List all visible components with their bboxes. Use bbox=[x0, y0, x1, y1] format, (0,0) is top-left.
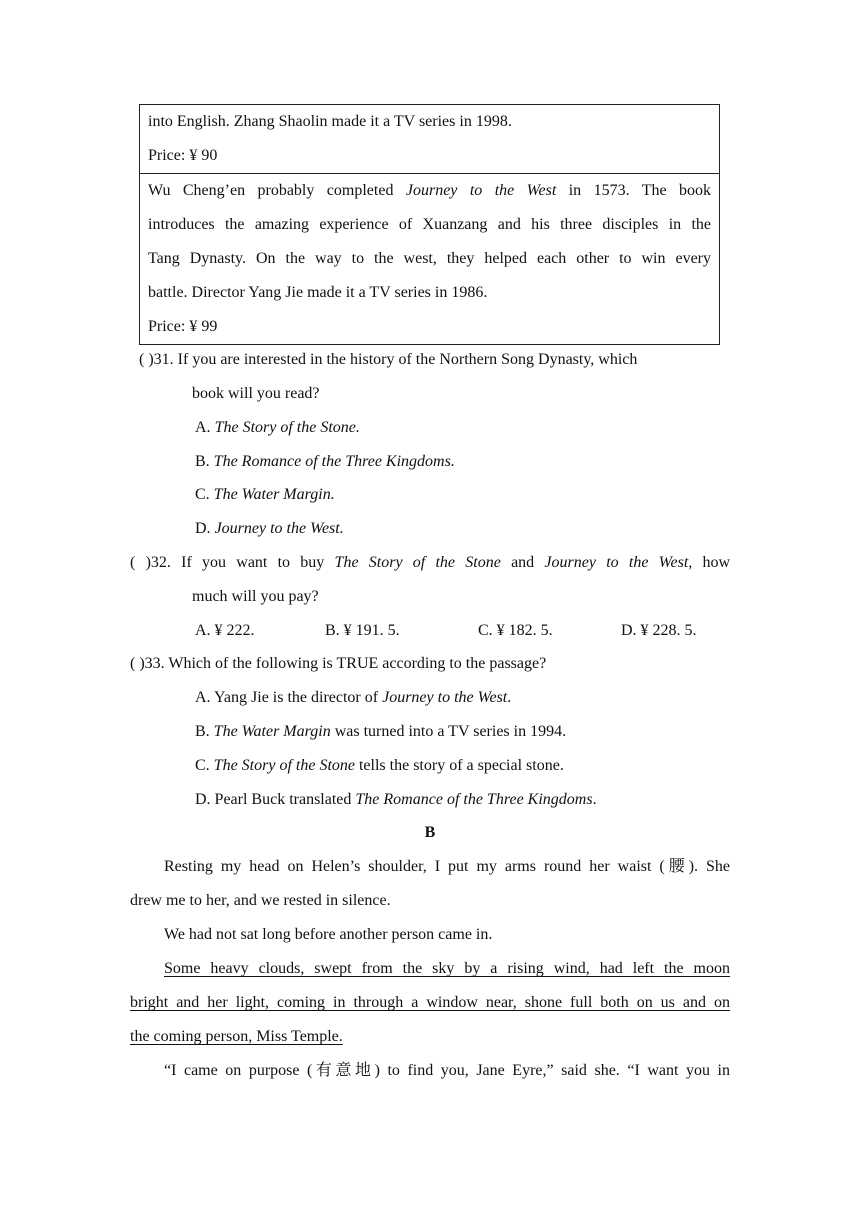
passage-line: “I came on purpose (有意地) to find you, Jane Eyre,” said she. “I want you in bbox=[164, 1062, 730, 1079]
underlined-sentence: the coming person, Miss Temple. bbox=[130, 1028, 343, 1045]
passage-line: drew me to her, and we rested in silence. bbox=[130, 892, 391, 909]
book-price: Price: ¥ 99 bbox=[148, 318, 218, 335]
question-31-stem bbox=[139, 343, 730, 377]
book-description: Wu Cheng’en probably completed Journey to the West in 1573. The book bbox=[148, 182, 712, 199]
book-description: Tang Dynasty. On the way to the west, they helped each other to win every bbox=[148, 250, 711, 267]
question-32-option-c: C. ¥ 182. 5. bbox=[478, 622, 553, 639]
question-33-stem: ( )33. Which of the following is TRUE according to the passage? bbox=[130, 655, 547, 672]
question-33-option-a: A. Yang Jie is the director of Journey to the West. bbox=[195, 689, 512, 706]
book-price: Price: ¥ 90 bbox=[148, 147, 218, 164]
underlined-sentence: bright and her light, coming in through a window near, shone full both on us and on bbox=[130, 994, 730, 1011]
section-heading: B bbox=[424, 824, 436, 841]
book-description: into English. Zhang Shaolin made it a TV series in 1998. bbox=[148, 113, 512, 130]
question-31-option-d: D. Journey to the West. bbox=[195, 520, 344, 537]
question-33-option-d: D. Pearl Buck translated The Romance of the Three Kingdoms. bbox=[195, 791, 597, 808]
question-33-option-c: C. The Story of the Stone tells the story of a special stone. bbox=[195, 757, 564, 774]
question-32-option-d: D. ¥ 228. 5. bbox=[621, 622, 697, 639]
passage-line: We had not sat long before another person came in. bbox=[164, 926, 493, 943]
question-31-stem-cont: book will you read? bbox=[192, 385, 320, 402]
question-33-option-b: B. The Water Margin was turned into a TV series in 1994. bbox=[195, 723, 567, 740]
question-31-option-a: A. The Story of the Stone. bbox=[195, 419, 360, 436]
underlined-sentence: Some heavy clouds, swept from the sky by a rising wind, had left the moon bbox=[164, 960, 730, 977]
answer-blank: ( )31. If you are interested in the history of the Northern Song Dynasty, which bbox=[139, 351, 638, 368]
question-32-stem-cont: much will you pay? bbox=[192, 588, 319, 605]
book-description: battle. Director Yang Jie made it a TV series in 1986. bbox=[148, 284, 488, 301]
question-31-option-b: B. The Romance of the Three Kingdoms. bbox=[195, 453, 455, 470]
book-description: introduces the amazing experience of Xuanzang and his three disciples in the bbox=[148, 216, 711, 233]
question-32-option-a: A. ¥ 222. bbox=[195, 622, 255, 639]
passage-line: Resting my head on Helen’s shoulder, I put my arms round her waist (腰). She bbox=[164, 858, 730, 875]
table-row bbox=[140, 173, 719, 344]
question-31-option-c: C. The Water Margin. bbox=[195, 486, 335, 503]
question-32-option-b: B. ¥ 191. 5. bbox=[325, 622, 400, 639]
question-32-stem: ( )32. If you want to buy The Story of the Stone and Journey to the West, how bbox=[130, 554, 731, 571]
book-info-table bbox=[139, 104, 720, 345]
table-row bbox=[140, 105, 719, 173]
